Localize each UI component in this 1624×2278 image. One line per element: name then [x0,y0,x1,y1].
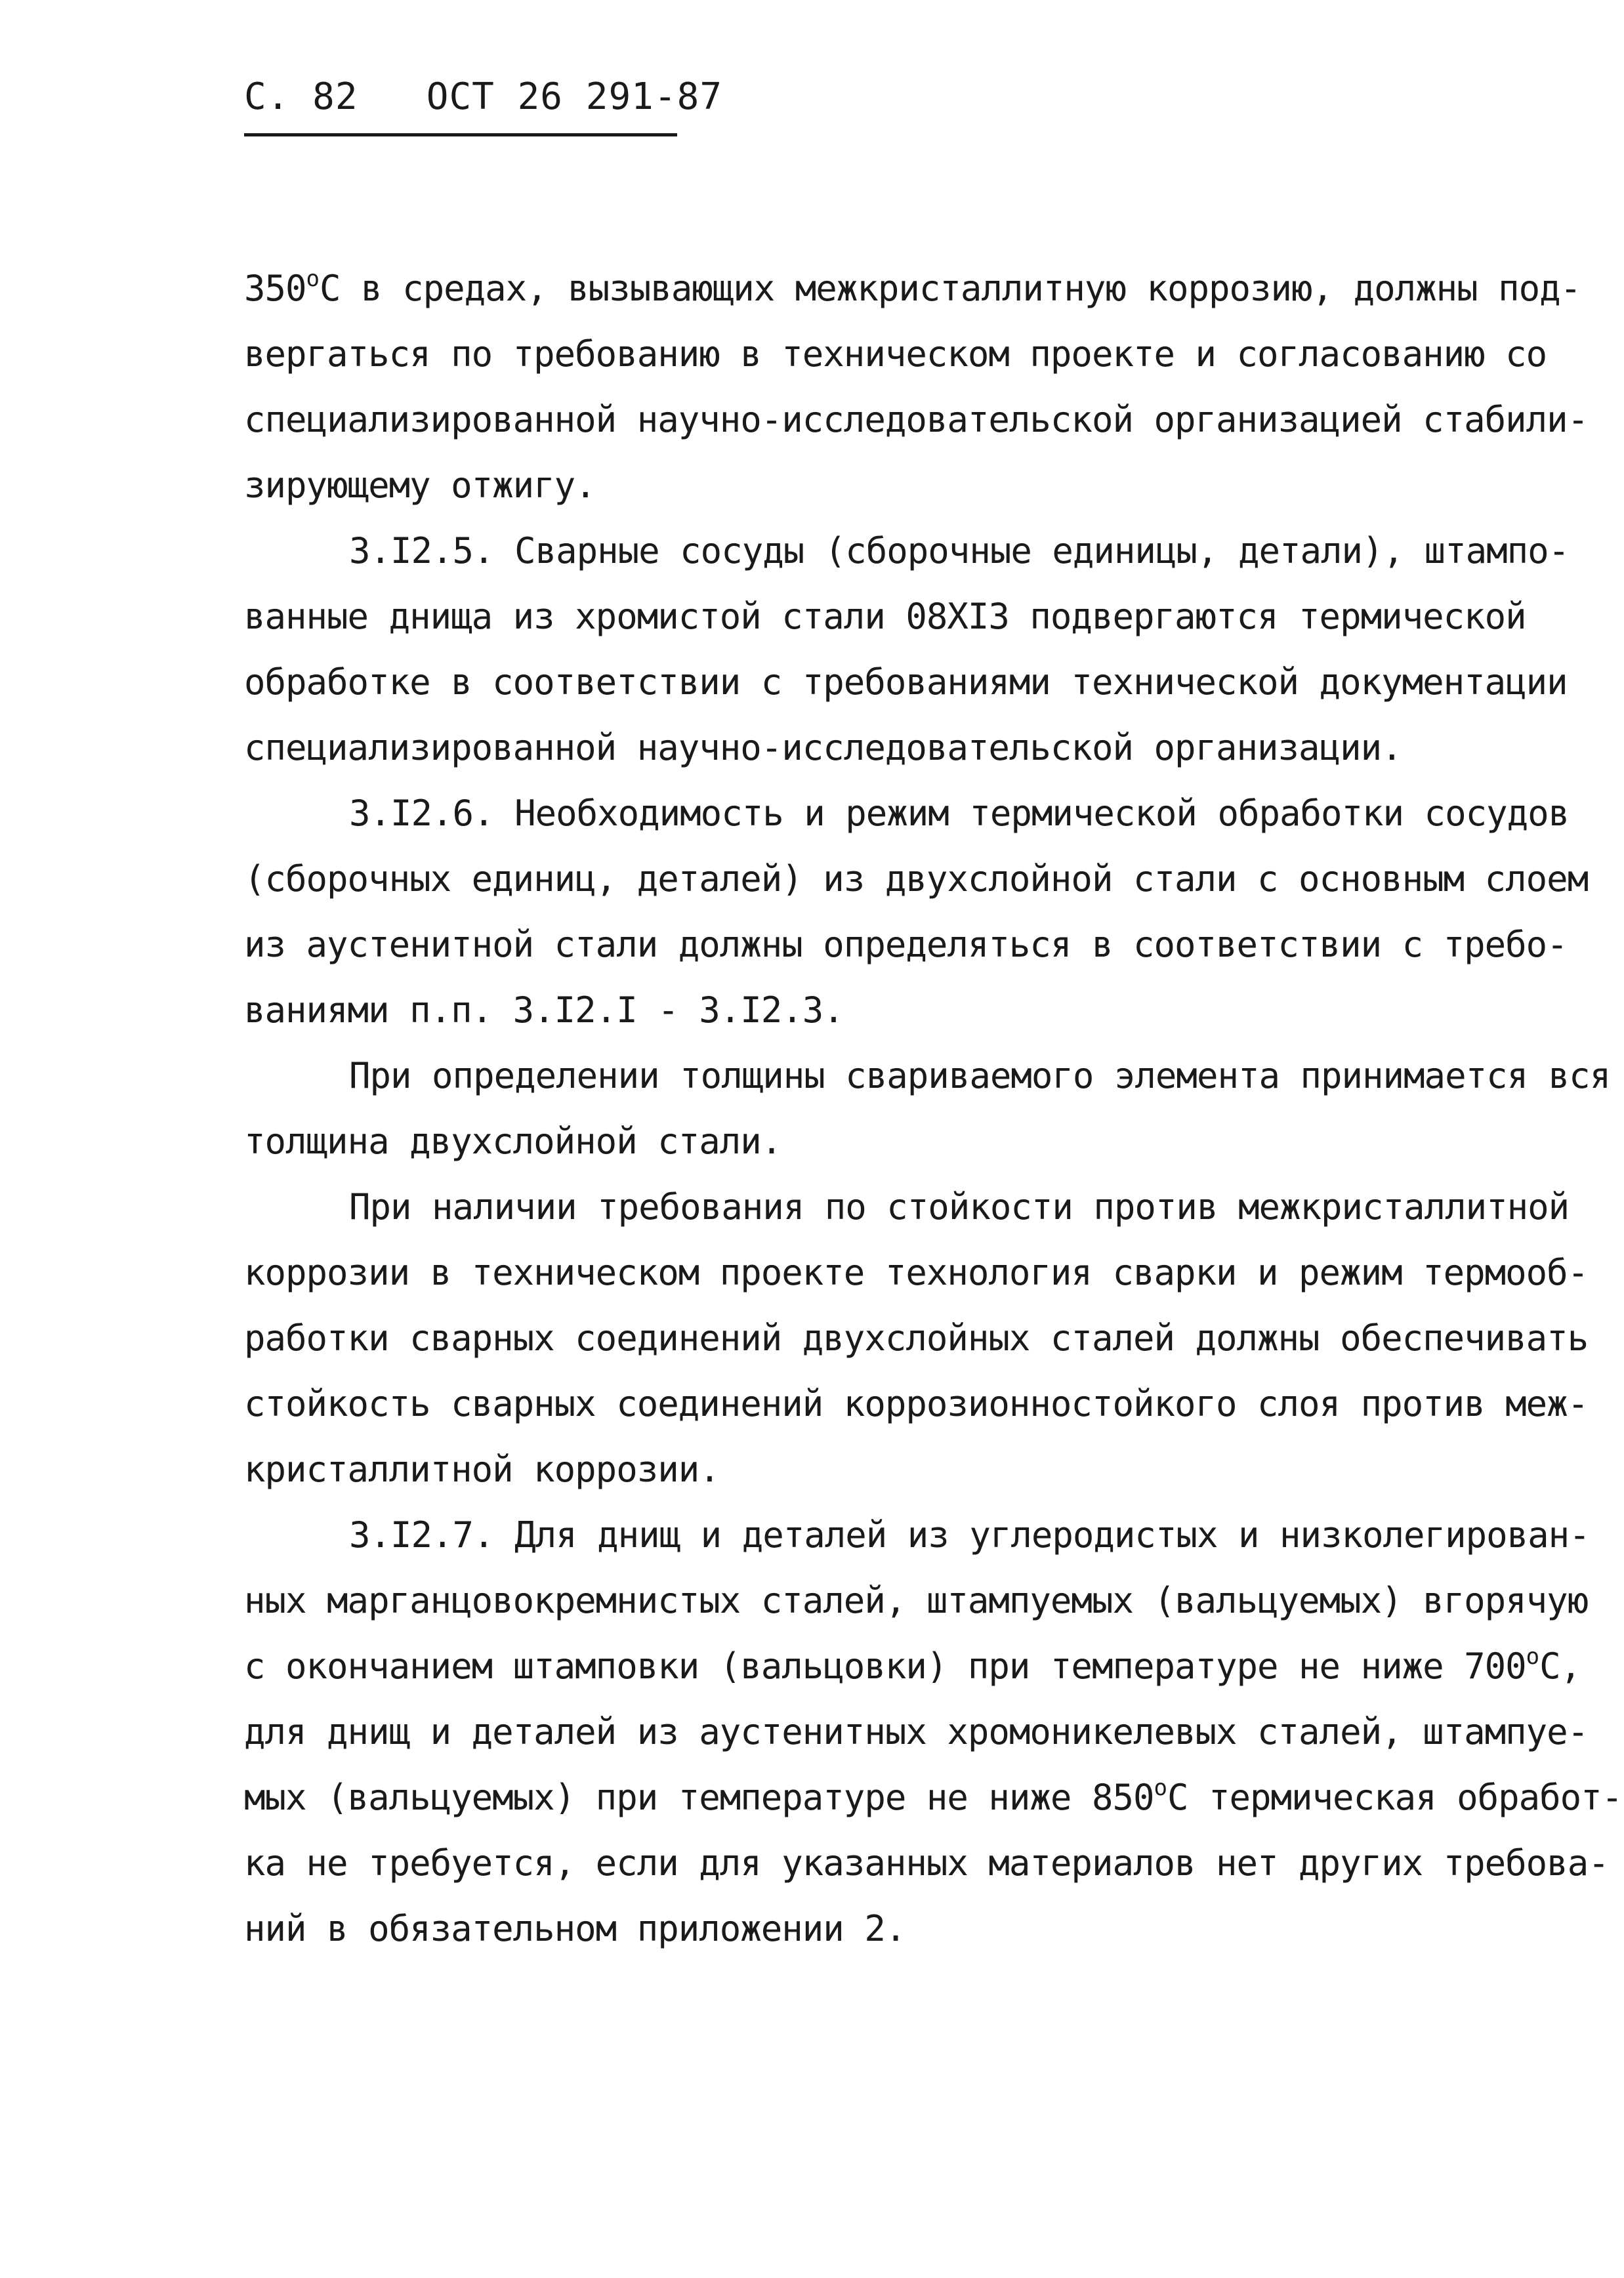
standard-designation: ОСТ 26 291-87 [426,75,723,118]
paragraph-3-12-6-start: 3.I2.6. Необходимость и режим термической обработки сосудов [349,793,1570,834]
text-line: толщина двухслойной стали. [244,1121,782,1162]
paragraph-corrosion-start: При наличии требования по стойкости против межкристаллитной [349,1186,1570,1228]
page-number: С. 82 [244,75,358,118]
text-line: с окончанием штамповки (вальцовки) при температуре не ниже $700^оС$, [244,1644,1581,1687]
text-line: ваниями п.п. 3.I2.I - 3.I2.3. [244,989,844,1031]
body-text [244,256,1623,1962]
page-header [244,73,723,136]
text-line: для днищ и деталей из аустенитных хромоникелевых сталей, штампуе- [244,1711,1589,1752]
text-line: $350^оС$ в средах, вызывающих межкристаллитную коррозию, должны под- [244,266,1581,309]
paragraph-thickness-start: При определении толщины свариваемого элемента принимается вся [349,1055,1611,1096]
text-line: специализированной научно-исследовательской организацией стабили- [244,399,1589,440]
text-line: специализированной научно-исследовательской организации. [244,727,1402,768]
paragraph-3-12-7-start: 3.I2.7. Для днищ и деталей из углеродистых и низколегирован- [349,1514,1590,1556]
header-spacer [358,75,427,118]
text-line: ванные днища из хромистой стали 08XI3 подвергаются термической [244,596,1526,637]
text-line: зирующему отжигу. [244,465,596,506]
text-line: из аустенитной стали должны определяться в соответствии с требо- [244,924,1568,965]
paragraph-3-12-5-start: 3.I2.5. Сварные сосуды (сборочные единицы, детали), штампо- [349,530,1570,571]
degree-superscript: о [1154,1775,1167,1801]
text-line: обработке в соответствии с требованиями технической документации [244,661,1568,703]
text-line: стойкость сварных соединений коррозионностойкого слоя против меж- [244,1383,1589,1424]
text-line: (сборочных единиц, деталей) из двухслойной стали с основным слоем [244,858,1589,900]
text-line: кристаллитной коррозии. [244,1449,720,1490]
text-line: коррозии в техническом проекте технология сварки и режим термооб- [244,1252,1589,1293]
text-line: вергаться по требованию в техническом проекте и согласованию со [244,333,1547,375]
text-line: работки сварных соединений двухслойных сталей должны обеспечивать [244,1317,1589,1359]
degree-superscript: о [306,266,320,292]
degree-superscript: о [1526,1644,1540,1670]
text-line: ка не требуется, если для указанных материалов нет других требова- [244,1842,1609,1884]
text-line: мых (вальцуемых) при температуре не ниже $850^оС$ термическая обработ- [244,1775,1623,1818]
text-line: ных марганцовокремнистых сталей, штампуемых (вальцуемых) вгорячую [244,1580,1589,1621]
text-line: ний в обязательном приложении 2. [244,1908,906,1949]
